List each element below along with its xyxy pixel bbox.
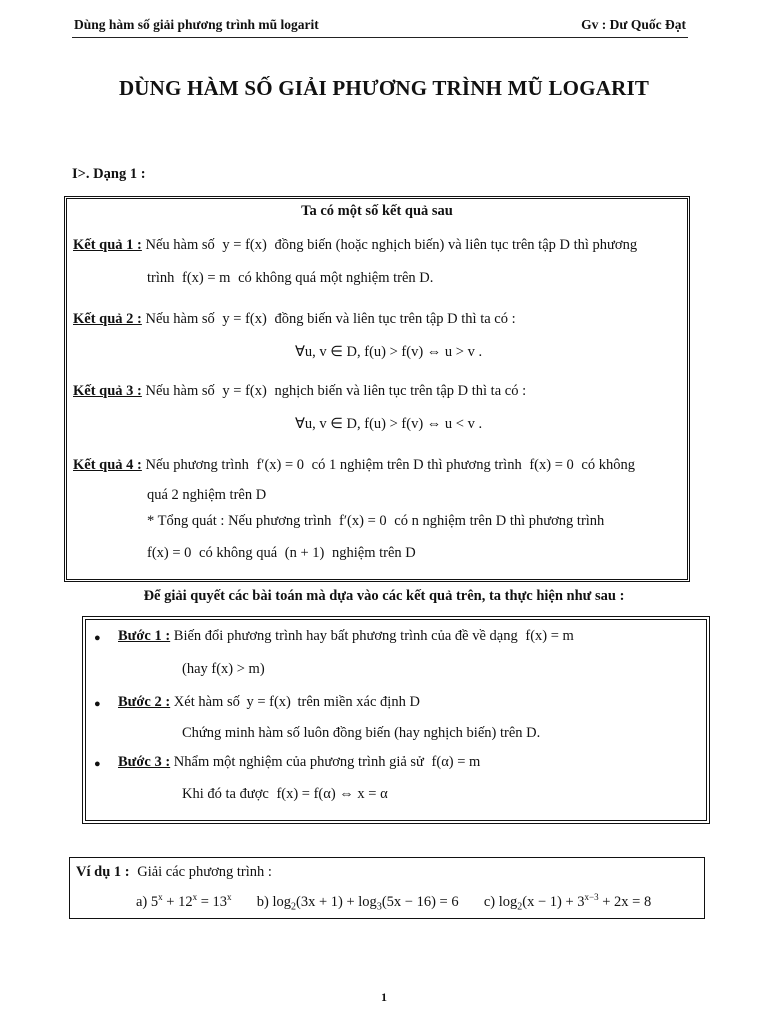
- page-title: DÙNG HÀM SỐ GIẢI PHƯƠNG TRÌNH MŨ LOGARIT: [118, 76, 650, 100]
- section-heading: I>. Dạng 1 :: [72, 166, 146, 182]
- result-3-formula: ∀u, v ∈ D, f(u) > f(v) ⇔ u < v .: [295, 416, 483, 432]
- step-3-line-1: Bước 3 : Nhẩm một nghiệm của phương trình giả sử f(α) = m: [118, 754, 481, 770]
- step-1-line-2: (hay f(x) > m): [182, 661, 265, 677]
- results-heading: Ta có một số kết quả sau: [301, 203, 453, 219]
- steps-box: [85, 619, 707, 821]
- result-2-formula: ∀u, v ∈ D, f(u) > f(v) ⇔ u > v .: [295, 344, 483, 360]
- step-2-line-2: Chứng minh hàm số luôn đồng biến (hay nghịch biến) trên D.: [182, 725, 541, 741]
- step-3-line-2: Khi đó ta được f(x) = f(α) ⇔ x = α: [182, 786, 388, 802]
- header-author: Gv : Dư Quốc Đạt: [581, 17, 686, 32]
- result-1-line-2: trình f(x) = m có không quá một nghiệm trên D.: [147, 270, 434, 286]
- example-equations: a) $5^x + 12^x = 13^x$ b) $\log_2(3x + 1) + \log_3(5x - 16) = 6$ c) $\log_2(x - 1) + 3^{x-3} + 2x = 8$: [136, 892, 652, 913]
- result-4-line-2: quá 2 nghiệm trên D: [147, 487, 267, 503]
- page-header: [72, 17, 688, 38]
- page-number: 1: [381, 990, 387, 1004]
- step-2-line-1: Bước 2 : Xét hàm số y = f(x) trên miền xác định D: [118, 694, 420, 710]
- result-4-line-1: Kết quả 4 : Nếu phương trình f′(x) = 0 có 1 nghiệm trên D thì phương trình f(x) = 0 có không: [73, 457, 635, 473]
- transition-text: Để giải quyết các bài toán mà dựa vào các kết quả trên, ta thực hiện như sau :: [143, 588, 625, 604]
- general-line-1: * Tổng quát : Nếu phương trình f′(x) = 0 có n nghiệm trên D thì phương trình: [147, 513, 605, 529]
- bullet-icon: ●: [94, 632, 101, 644]
- bullet-icon: ●: [94, 698, 101, 710]
- example-box: [69, 857, 705, 919]
- general-line-2: f(x) = 0 có không quá (n + 1) nghiệm trên D: [147, 545, 416, 561]
- header-subject: Dùng hàm số giải phương trình mũ logarit: [74, 17, 319, 32]
- result-3-line-1: Kết quả 3 : Nếu hàm số y = f(x) nghịch biến và liên tục trên tập D thì ta có :: [73, 383, 527, 399]
- results-box: [66, 198, 688, 580]
- result-2-line-1: Kết quả 2 : Nếu hàm số y = f(x) đồng biến và liên tục trên tập D thì ta có :: [73, 311, 516, 327]
- step-1-line-1: Bước 1 : Biến đổi phương trình hay bất phương trình của đề về dạng f(x) = m: [118, 628, 574, 644]
- result-1-line-1: Kết quả 1 : Nếu hàm số y = f(x) đồng biến (hoặc nghịch biến) và liên tục trên tập D thì phương: [73, 237, 638, 253]
- example-heading: Ví dụ 1 : Giải các phương trình :: [76, 864, 272, 880]
- bullet-icon: ●: [94, 758, 101, 770]
